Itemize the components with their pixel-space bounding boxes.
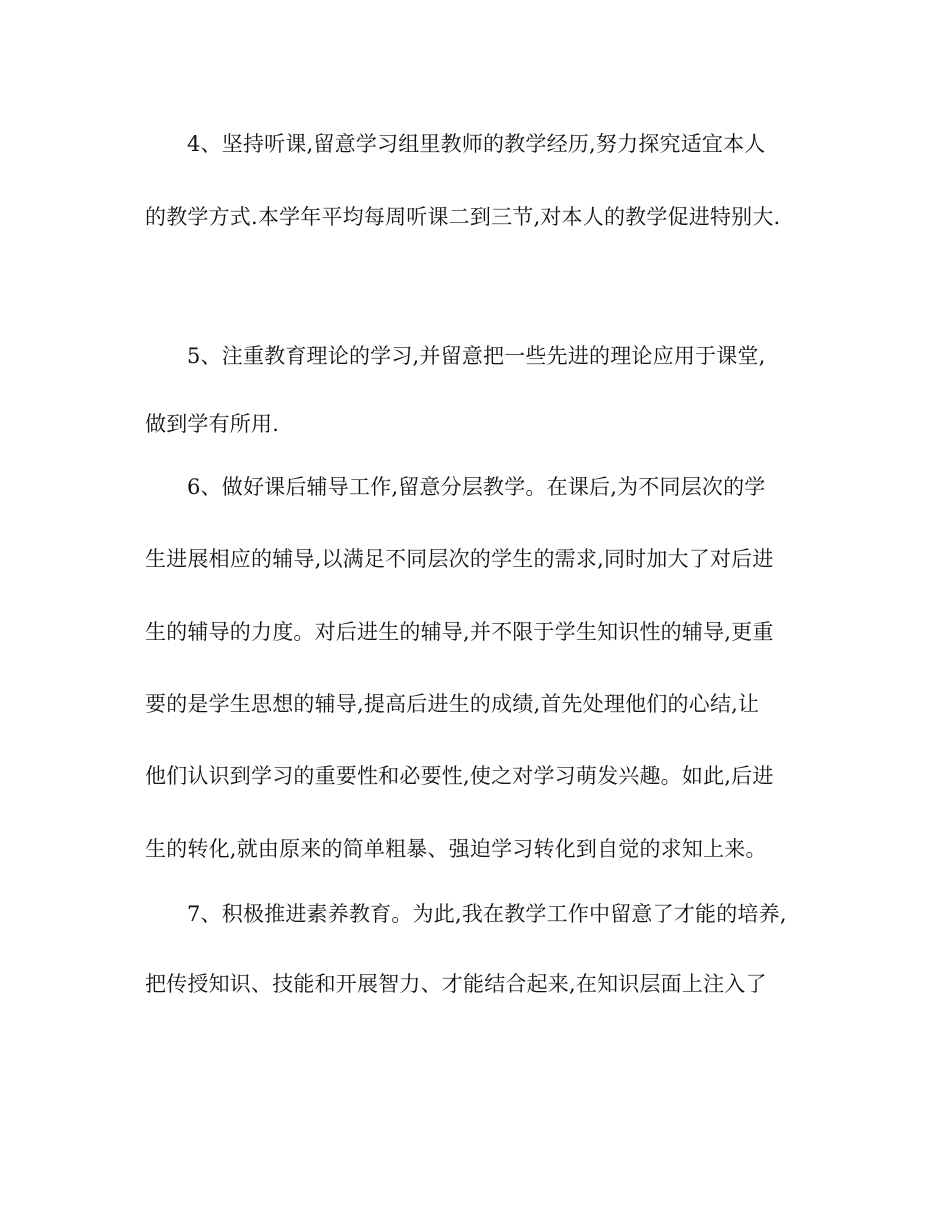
paragraph-7-line-1: 7、积极推进素养教育。为此,我在教学工作中留意了才能的培养, <box>187 902 787 926</box>
paragraph-6-line-3: 生的辅导的力度。对后进生的辅导,并不限于学生知识性的辅导,更重 <box>145 620 774 644</box>
paragraph-5-line-1: 5、注重教育理论的学习,并留意把一些先进的理论应用于课堂, <box>187 344 766 368</box>
paragraph-4-line-1: 4、坚持听课,留意学习组里教师的教学经历,努力探究适宜本人 <box>187 132 766 156</box>
paragraph-6-line-4: 要的是学生思想的辅导,提高后进生的成绩,首先处理他们的心结,让 <box>145 692 760 716</box>
paragraph-7-line-2: 把传授知识、技能和开展智力、才能结合起来,在知识层面上注入了 <box>145 972 767 996</box>
paragraph-4-line-2: 的教学方式.本学年平均每周听课二到三节,对本人的教学促进特别大. <box>145 205 781 229</box>
paragraph-6-line-2: 生进展相应的辅导,以满足不同层次的学生的需求,同时加大了对后进 <box>145 547 774 571</box>
paragraph-6-line-5: 他们认识到学习的重要性和必要性,使之对学习萌发兴趣。如此,后进 <box>145 764 774 788</box>
paragraph-5-line-2: 做到学有所用. <box>145 412 280 436</box>
paragraph-6-line-1: 6、做好课后辅导工作,留意分层教学。在课后,为不同层次的学 <box>187 475 766 499</box>
paragraph-6-line-6: 生的转化,就由原来的简单粗暴、强迫学习转化到自觉的求知上来。 <box>145 837 767 861</box>
